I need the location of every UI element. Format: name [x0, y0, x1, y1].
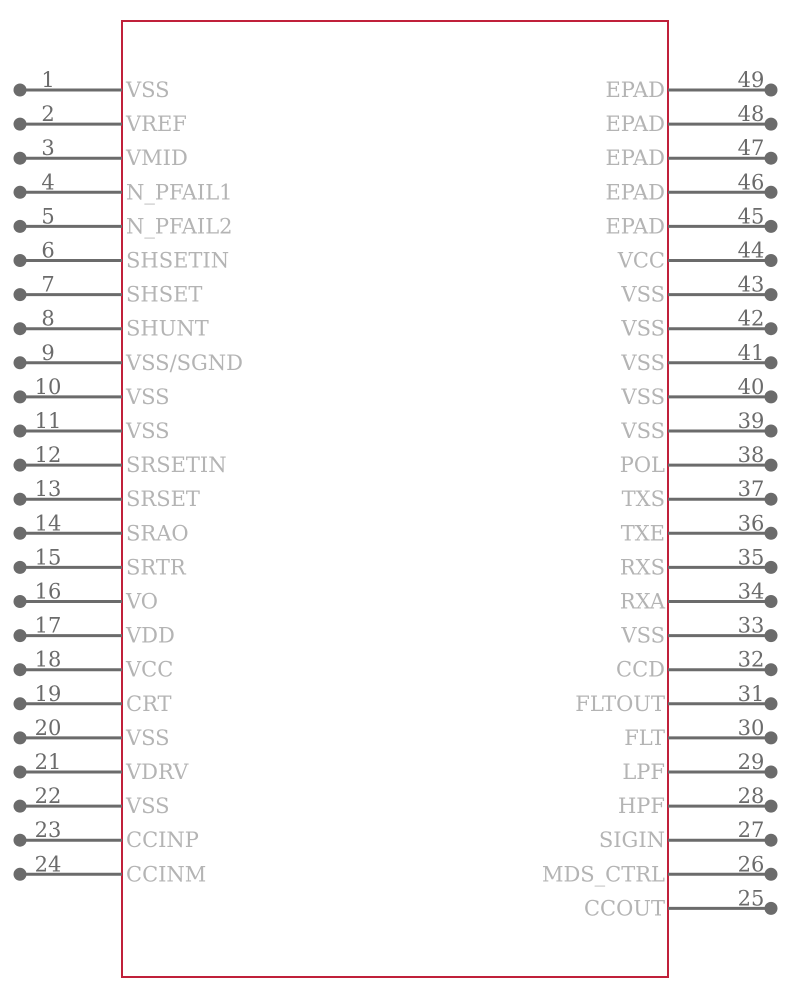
pin-name: SHSETIN: [126, 248, 230, 273]
pin-terminal-dot: [765, 322, 778, 335]
pin-name: SRTR: [126, 555, 186, 580]
pin-terminal-dot: [14, 697, 27, 710]
pin-name: VCC: [617, 248, 665, 273]
pin-7: [14, 273, 203, 307]
pin-terminal-dot: [765, 390, 778, 403]
pin-8: [14, 307, 209, 341]
pin-number: 11: [34, 409, 62, 433]
pin-number: 17: [34, 613, 62, 638]
pin-47: [605, 136, 777, 170]
pin-19: [14, 682, 172, 716]
pin-terminal-dot: [765, 254, 778, 267]
pin-terminal-dot: [765, 425, 778, 438]
pin-terminal-dot: [14, 493, 27, 506]
pin-number: 23: [34, 818, 62, 843]
pin-number: 24: [34, 852, 62, 877]
pin-name: CCINM: [126, 862, 207, 887]
pin-number: 37: [737, 477, 765, 502]
pin-name: EPAD: [605, 146, 665, 171]
pin-number: 15: [34, 545, 62, 570]
pin-name: HPF: [617, 794, 665, 819]
pin-number: 27: [737, 818, 765, 843]
pin-name: VDD: [126, 623, 175, 648]
pin-name: CRT: [126, 691, 172, 716]
pin-terminal-dot: [765, 84, 778, 97]
pin-terminal-dot: [765, 220, 778, 233]
pin-name: VREF: [126, 112, 187, 137]
pin-number: 33: [737, 613, 765, 638]
right-pin-group: [542, 68, 778, 920]
pin-name: EPAD: [605, 78, 665, 102]
pin-number: 41: [737, 340, 765, 365]
pin-terminal-dot: [765, 527, 778, 540]
pin-name: VDRV: [126, 760, 189, 784]
pin-name: EPAD: [605, 112, 665, 137]
pin-number: 26: [737, 852, 765, 877]
pin-number: 46: [737, 170, 765, 195]
pin-terminal-dot: [14, 834, 27, 847]
pin-32: [616, 648, 777, 682]
pin-terminal-dot: [14, 288, 27, 301]
pin-40: [620, 375, 777, 409]
pin-12: [14, 443, 227, 477]
pin-name: SRAO: [126, 521, 189, 546]
pin-31: [575, 682, 777, 716]
pin-30: [624, 716, 777, 750]
pin-9: [14, 341, 244, 375]
pin-29: [622, 750, 777, 784]
pin-42: [620, 307, 777, 341]
pin-number: 4: [41, 170, 55, 195]
pin-number: 29: [737, 750, 765, 774]
pin-name: SIGIN: [598, 828, 665, 853]
pin-terminal-dot: [14, 84, 27, 97]
pin-43: [620, 273, 777, 307]
pin-number: 14: [34, 511, 62, 536]
pin-terminal-dot: [14, 731, 27, 744]
pin-15: [14, 545, 187, 579]
pin-terminal-dot: [14, 595, 27, 608]
pin-name: LPF: [622, 760, 665, 784]
pin-10: [14, 375, 170, 409]
pin-terminal-dot: [765, 595, 778, 608]
pin-name: FLTOUT: [575, 691, 665, 716]
pin-5: [14, 204, 233, 238]
pin-44: [617, 239, 778, 273]
pin-49: [605, 68, 777, 102]
pin-number: 34: [737, 579, 765, 604]
pin-terminal-dot: [14, 254, 27, 267]
pin-number: 16: [34, 579, 62, 604]
pin-27: [599, 818, 778, 852]
pin-terminal-dot: [765, 766, 778, 779]
pin-33: [620, 614, 777, 648]
pin-name: TXS: [621, 487, 665, 512]
pin-number: 13: [34, 477, 62, 502]
pin-45: [605, 204, 777, 238]
pin-name: VMID: [126, 146, 188, 171]
pin-terminal-dot: [14, 868, 27, 881]
pin-terminal-dot: [765, 288, 778, 301]
left-pin-group: [14, 68, 244, 886]
pin-number: 1: [41, 68, 55, 92]
pin-number: 48: [737, 102, 765, 127]
pin-name: VSS: [126, 725, 170, 750]
pin-terminal-dot: [765, 868, 778, 881]
pin-name: EPAD: [605, 180, 665, 205]
pin-name: VSS: [621, 350, 665, 375]
pin-terminal-dot: [765, 629, 778, 642]
pin-terminal-dot: [14, 425, 27, 438]
pin-number: 25: [737, 886, 765, 911]
pin-terminal-dot: [14, 322, 27, 335]
pin-name: RXS: [619, 555, 665, 580]
pin-name: VSS: [126, 794, 170, 819]
pin-number: 3: [41, 136, 55, 161]
pin-number: 22: [34, 784, 62, 809]
pin-39: [620, 409, 777, 443]
pin-number: 42: [737, 306, 765, 331]
pin-36: [621, 511, 778, 545]
pin-26: [542, 852, 778, 886]
pin-name: N_PFAIL2: [126, 214, 233, 239]
pin-14: [14, 511, 189, 545]
pin-25: [584, 886, 778, 920]
pin-number: 7: [41, 272, 55, 297]
pin-name: VO: [126, 589, 159, 614]
pin-terminal-dot: [14, 118, 27, 131]
pin-name: TXE: [620, 521, 665, 546]
pin-name: MDS_CTRL: [541, 862, 665, 887]
pin-number: 30: [737, 715, 765, 740]
pin-name: VSS/SGND: [126, 350, 244, 375]
pin-number: 10: [34, 374, 62, 399]
pin-number: 12: [34, 443, 62, 468]
pin-34: [620, 580, 778, 614]
pin-terminal-dot: [14, 459, 27, 472]
pin-13: [14, 477, 200, 511]
pin-name: CCOUT: [583, 896, 665, 921]
pin-41: [620, 341, 777, 375]
pin-name: VSS: [126, 78, 170, 102]
pin-number: 28: [737, 784, 765, 809]
pin-number: 19: [34, 681, 62, 706]
pin-terminal-dot: [765, 834, 778, 847]
pin-18: [14, 648, 174, 682]
pin-terminal-dot: [765, 697, 778, 710]
pin-number: 44: [737, 238, 765, 263]
pin-terminal-dot: [14, 800, 27, 813]
pin-terminal-dot: [765, 459, 778, 472]
pin-terminal-dot: [14, 527, 27, 540]
pin-22: [14, 784, 170, 818]
pin-3: [14, 136, 188, 170]
pin-name: CCINP: [126, 828, 199, 853]
pin-name: VSS: [126, 419, 170, 443]
pin-38: [620, 443, 778, 477]
pin-number: 2: [41, 102, 55, 127]
pin-number: 32: [737, 647, 765, 672]
pin-number: 45: [737, 204, 765, 229]
pin-name: VCC: [126, 657, 174, 682]
pin-terminal-dot: [765, 118, 778, 131]
pin-terminal-dot: [14, 766, 27, 779]
pin-number: 49: [737, 68, 765, 92]
pin-name: VSS: [621, 316, 665, 341]
pin-name: VSS: [621, 623, 665, 648]
pin-name: VSS: [621, 384, 665, 409]
pin-2: [14, 102, 187, 136]
pin-name: EPAD: [605, 214, 665, 239]
pin-terminal-dot: [14, 390, 27, 403]
pin-terminal-dot: [765, 152, 778, 165]
pin-35: [620, 545, 778, 579]
pin-number: 35: [737, 545, 765, 570]
pin-terminal-dot: [765, 186, 778, 199]
pin-terminal-dot: [765, 663, 778, 676]
pin-21: [14, 750, 190, 784]
pin-number: 39: [737, 409, 765, 433]
pin-number: 6: [41, 238, 55, 263]
pin-terminal-dot: [14, 152, 27, 165]
pin-terminal-dot: [14, 220, 27, 233]
pin-16: [14, 580, 159, 614]
pin-name: POL: [619, 453, 665, 478]
pin-terminal-dot: [14, 186, 27, 199]
pin-name: FLT: [624, 725, 665, 750]
pin-name: RXA: [619, 589, 665, 614]
pin-number: 40: [737, 374, 765, 399]
pin-name: SHUNT: [126, 316, 209, 341]
pin-23: [14, 818, 199, 852]
pin-terminal-dot: [765, 561, 778, 574]
pin-name: N_PFAIL1: [126, 180, 233, 205]
pin-terminal-dot: [765, 356, 778, 369]
pin-17: [14, 614, 175, 648]
pin-terminal-dot: [765, 493, 778, 506]
pin-1: [14, 68, 170, 102]
pin-name: CCD: [616, 657, 665, 682]
pin-name: SRSETIN: [126, 453, 227, 478]
pin-number: 47: [737, 136, 765, 161]
pin-terminal-dot: [765, 800, 778, 813]
pin-terminal-dot: [14, 629, 27, 642]
pin-number: 36: [737, 511, 765, 536]
pin-name: SHSET: [126, 282, 203, 307]
pin-37: [622, 477, 778, 511]
pin-11: [14, 409, 170, 443]
pin-24: [14, 852, 207, 886]
pin-48: [605, 102, 777, 136]
component-body: [122, 21, 668, 977]
pin-number: 21: [34, 750, 62, 774]
pin-number: 31: [737, 681, 765, 706]
pin-terminal-dot: [765, 902, 778, 915]
pin-number: 9: [41, 340, 55, 365]
pin-number: 5: [41, 204, 55, 229]
pin-name: VSS: [621, 282, 665, 307]
pin-number: 18: [34, 647, 62, 672]
pin-number: 8: [41, 306, 55, 331]
pin-name: VSS: [621, 419, 665, 443]
pin-20: [14, 716, 170, 750]
pin-4: [14, 170, 233, 204]
pin-name: SRSET: [126, 487, 200, 512]
pin-name: VSS: [126, 384, 170, 409]
pin-46: [605, 170, 777, 204]
pin-terminal-dot: [14, 356, 27, 369]
pin-number: 43: [737, 272, 765, 297]
pin-terminal-dot: [14, 663, 27, 676]
pin-number: 38: [737, 443, 765, 468]
pin-terminal-dot: [14, 561, 27, 574]
pin-terminal-dot: [765, 731, 778, 744]
pin-28: [618, 784, 778, 818]
pin-number: 20: [34, 715, 62, 740]
